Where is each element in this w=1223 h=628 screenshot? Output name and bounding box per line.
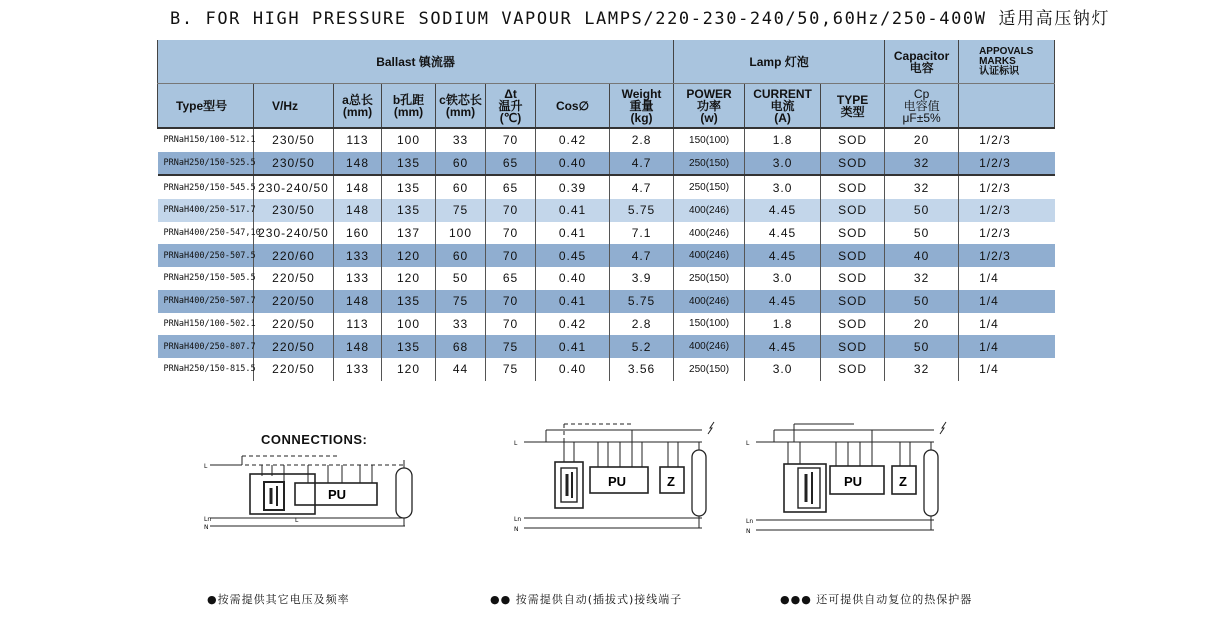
table-row <box>158 222 1055 245</box>
ballast-header: Ballast 镇流器 <box>158 40 674 84</box>
cell-approvals: 1/2/3 <box>959 175 1055 199</box>
cell-current: 1.8 <box>745 313 821 336</box>
cell-vhz: 220/60 <box>254 244 334 267</box>
ballast-box <box>555 462 583 508</box>
terminal-ln-label: Ln <box>204 516 212 523</box>
lamp-tube <box>396 468 412 518</box>
cell-cp: 50 <box>885 335 959 358</box>
cell-a: 113 <box>334 313 382 336</box>
cell-approvals: 1/2/3 <box>959 244 1055 267</box>
cell-dt: 65 <box>486 267 536 290</box>
cell-vhz: 230/50 <box>254 128 334 152</box>
pu-label: PU <box>844 474 863 489</box>
cell-b: 135 <box>382 335 436 358</box>
table-row <box>158 128 1055 152</box>
cell-lamp-type: SOD <box>821 290 885 313</box>
cell-cos: 0.41 <box>536 199 610 222</box>
cell-cp: 40 <box>885 244 959 267</box>
cell-cp: 50 <box>885 199 959 222</box>
cell-a: 160 <box>334 222 382 245</box>
cell-cp: 50 <box>885 222 959 245</box>
cell-cp: 20 <box>885 128 959 152</box>
coil-box <box>264 482 284 510</box>
note-2: ●● 按需提供自动(插拔式)接线端子 <box>490 593 683 606</box>
cell-current: 4.45 <box>745 244 821 267</box>
cell-lamp-type: SOD <box>821 152 885 176</box>
terminal-ln-label: Ln <box>514 516 522 523</box>
cell-a: 113 <box>334 128 382 152</box>
table-row <box>158 267 1055 290</box>
pu-label: PU <box>328 487 347 502</box>
lamp-tube <box>692 450 706 516</box>
cell-type: PRNaH400/250-507.5 <box>158 244 254 267</box>
cell-vhz: 230-240/50 <box>254 222 334 245</box>
cell-dt: 65 <box>486 152 536 176</box>
connections-title: CONNECTIONS: <box>261 432 368 447</box>
approvals-header: APPOVALS MARKS 认证标识 <box>959 40 1055 84</box>
cell-vhz: 220/50 <box>254 313 334 336</box>
cell-lamp-type: SOD <box>821 335 885 358</box>
cell-a: 148 <box>334 175 382 199</box>
cell-lamp-type: SOD <box>821 222 885 245</box>
cell-a: 148 <box>334 199 382 222</box>
cell-lamp-type: SOD <box>821 128 885 152</box>
cell-dt: 75 <box>486 335 536 358</box>
cell-cp: 32 <box>885 267 959 290</box>
spec-table <box>157 40 1055 381</box>
col-c: c铁芯长 (mm) <box>436 84 486 129</box>
cell-power: 400(246) <box>674 290 745 313</box>
cell-type: PRNaH250/150-545.5 <box>158 175 254 199</box>
col-approvals <box>959 84 1055 129</box>
cell-vhz: 220/50 <box>254 290 334 313</box>
cell-a: 133 <box>334 267 382 290</box>
connection-diagram-1 <box>200 446 430 556</box>
cell-approvals: 1/4 <box>959 290 1055 313</box>
cell-lamp-type: SOD <box>821 244 885 267</box>
cell-power: 150(100) <box>674 128 745 152</box>
cell-a: 148 <box>334 152 382 176</box>
cell-weight: 5.75 <box>610 199 674 222</box>
cell-power: 400(246) <box>674 199 745 222</box>
cell-approvals: 1/2/3 <box>979 133 1011 148</box>
table-row <box>158 175 1055 199</box>
cell-b: 100 <box>382 313 436 336</box>
page-title: B. FOR HIGH PRESSURE SODIUM VAPOUR LAMPS/220-230-240/50,60Hz/250-400W 适用高压钠灯 <box>170 9 1111 29</box>
cell-current: 3.0 <box>745 267 821 290</box>
cell-dt: 65 <box>486 175 536 199</box>
cell-vhz: 230/50 <box>254 152 334 176</box>
cell-c: 44 <box>436 358 486 381</box>
table-row <box>158 290 1055 313</box>
cell-lamp-type: SOD <box>821 199 885 222</box>
table-row <box>158 358 1055 381</box>
cell-current: 4.45 <box>745 335 821 358</box>
cell-b: 100 <box>382 128 436 152</box>
terminal-l-label: L <box>746 440 750 447</box>
cell-dt: 70 <box>486 128 536 152</box>
table-row <box>158 152 1055 176</box>
cell-a: 133 <box>334 244 382 267</box>
cell-c: 60 <box>436 244 486 267</box>
cell-c: 68 <box>436 335 486 358</box>
cell-cos: 0.40 <box>536 358 610 381</box>
col-dt: Δt 温升 (℃) <box>486 84 536 129</box>
cell-c: 60 <box>436 152 486 176</box>
cell-cos: 0.41 <box>536 222 610 245</box>
cell-type: PRNaH400/250-517.7 <box>158 199 254 222</box>
connection-diagram-2 <box>512 420 717 540</box>
cell-weight: 3.9 <box>610 267 674 290</box>
note-1: ●按需提供其它电压及频率 <box>207 593 350 606</box>
terminal-l-label: L <box>295 517 299 524</box>
cell-approvals: 1/4 <box>979 271 999 286</box>
cell-a: 148 <box>334 335 382 358</box>
terminal-n-label: N <box>746 528 751 535</box>
cell-dt: 70 <box>486 244 536 267</box>
cell-current: 4.45 <box>745 222 821 245</box>
cell-cos: 0.39 <box>536 175 610 199</box>
cell-current: 3.0 <box>745 175 821 199</box>
terminal-n-label: N <box>204 524 209 531</box>
cell-c: 50 <box>436 267 486 290</box>
cell-weight: 5.75 <box>610 290 674 313</box>
cell-weight: 3.56 <box>610 358 674 381</box>
coil-box <box>561 468 577 502</box>
cell-lamp-type: SOD <box>821 358 885 381</box>
cell-dt: 70 <box>486 290 536 313</box>
cell-vhz: 220/50 <box>254 358 334 381</box>
cell-cp: 32 <box>885 152 959 176</box>
cell-c: 33 <box>436 313 486 336</box>
cell-vhz: 220/50 <box>254 335 334 358</box>
terminal-ln-label: Ln <box>746 518 754 525</box>
cell-dt: 70 <box>486 313 536 336</box>
cell-weight: 2.8 <box>610 313 674 336</box>
col-power: POWER 功率 (w) <box>674 84 745 129</box>
cell-type: PRNaH250/150-525.5 <box>158 152 254 176</box>
cell-b: 135 <box>382 175 436 199</box>
col-a: a总长 (mm) <box>334 84 382 129</box>
cell-a: 148 <box>334 290 382 313</box>
cell-cp: 50 <box>885 290 959 313</box>
table-body <box>158 128 1055 381</box>
cell-vhz: 220/50 <box>254 267 334 290</box>
cell-type: PRNaH250/150-505.5 <box>158 267 254 290</box>
z-label: Z <box>667 474 675 489</box>
col-cos: Cos∅ <box>536 84 610 129</box>
cell-type: PRNaH150/100-512.1 <box>158 128 254 152</box>
cell-cp: 20 <box>885 313 959 336</box>
cell-current: 3.0 <box>745 152 821 176</box>
cell-type: PRNaH150/100-502.1 <box>158 313 254 336</box>
cell-lamp-type: SOD <box>821 313 885 336</box>
cell-b: 135 <box>382 152 436 176</box>
cell-a: 133 <box>334 358 382 381</box>
cell-current: 4.45 <box>745 199 821 222</box>
cell-power: 400(246) <box>674 222 745 245</box>
cell-c: 60 <box>436 175 486 199</box>
cell-lamp-type: SOD <box>821 267 885 290</box>
cell-vhz: 230/50 <box>254 199 334 222</box>
cell-vhz: 230-240/50 <box>254 175 334 199</box>
lamp-header: Lamp 灯泡 <box>674 40 885 84</box>
table-row <box>158 244 1055 267</box>
note-3: ●●● 还可提供自动复位的热保护器 <box>780 593 973 606</box>
lamp-tube <box>924 450 938 516</box>
cell-type: PRNaH400/250-507.7 <box>158 290 254 313</box>
cell-weight: 2.8 <box>610 128 674 152</box>
cell-approvals: 1/2/3 <box>959 199 1055 222</box>
cell-approvals: 1/2/3 <box>979 226 1011 241</box>
z-label: Z <box>899 474 907 489</box>
cell-power: 400(246) <box>674 335 745 358</box>
cell-type: PRNaH400/250-547,10 <box>158 222 254 245</box>
cell-weight: 5.2 <box>610 335 674 358</box>
table-row <box>158 335 1055 358</box>
col-vhz: V/Hz <box>254 84 334 129</box>
cell-power: 250(150) <box>674 175 745 199</box>
cell-lamp-type: SOD <box>821 175 885 199</box>
cell-approvals: 1/4 <box>979 316 999 331</box>
terminal-n-label: N <box>514 526 519 533</box>
col-cp: Cp 电容值 μF±5% <box>885 84 959 129</box>
cell-b: 135 <box>382 290 436 313</box>
cell-cos: 0.41 <box>536 335 610 358</box>
cell-approvals: 1/4 <box>979 362 999 377</box>
cell-approvals: 1/2/3 <box>959 152 1055 176</box>
cell-c: 33 <box>436 128 486 152</box>
coil-box <box>798 468 820 508</box>
cell-c: 100 <box>436 222 486 245</box>
cell-power: 250(150) <box>674 358 745 381</box>
cell-weight: 7.1 <box>610 222 674 245</box>
pu-label: PU <box>608 474 627 489</box>
cell-cos: 0.41 <box>536 290 610 313</box>
ballast-box <box>250 474 315 514</box>
cell-power: 150(100) <box>674 313 745 336</box>
col-current: CURRENT 电流 (A) <box>745 84 821 129</box>
col-type: Type型号 <box>158 84 254 129</box>
cell-weight: 4.7 <box>610 175 674 199</box>
cell-current: 3.0 <box>745 358 821 381</box>
cell-cos: 0.42 <box>536 313 610 336</box>
cell-dt: 70 <box>486 222 536 245</box>
cell-b: 120 <box>382 358 436 381</box>
cell-b: 137 <box>382 222 436 245</box>
cell-power: 250(150) <box>674 152 745 176</box>
cell-c: 75 <box>436 199 486 222</box>
cell-b: 120 <box>382 267 436 290</box>
col-weight: Weight 重量 (kg) <box>610 84 674 129</box>
terminal-l-label: L <box>514 440 518 447</box>
col-b: b孔距 (mm) <box>382 84 436 129</box>
cell-cos: 0.45 <box>536 244 610 267</box>
cell-cp: 32 <box>885 358 959 381</box>
cell-power: 250(150) <box>674 267 745 290</box>
cell-cos: 0.40 <box>536 267 610 290</box>
cell-cos: 0.42 <box>536 128 610 152</box>
cell-c: 75 <box>436 290 486 313</box>
cell-b: 135 <box>382 199 436 222</box>
col-lamp-type: TYPE 类型 <box>821 84 885 129</box>
connection-diagram-3 <box>744 420 949 540</box>
cell-weight: 4.7 <box>610 152 674 176</box>
cell-cp: 32 <box>885 175 959 199</box>
cell-type: PRNaH400/250-807.7 <box>158 335 254 358</box>
cell-weight: 4.7 <box>610 244 674 267</box>
cell-cos: 0.40 <box>536 152 610 176</box>
table-row <box>158 199 1055 222</box>
cell-type: PRNaH250/150-815.5 <box>158 358 254 381</box>
terminal-l-label: L <box>204 463 208 470</box>
cell-power: 400(246) <box>674 244 745 267</box>
capacitor-header: Capacitor 电容 <box>885 40 959 84</box>
cell-current: 4.45 <box>745 290 821 313</box>
cell-approvals: 1/4 <box>959 335 1055 358</box>
cell-current: 1.8 <box>745 128 821 152</box>
cell-dt: 75 <box>486 358 536 381</box>
cell-dt: 70 <box>486 199 536 222</box>
cell-b: 120 <box>382 244 436 267</box>
table-row <box>158 313 1055 336</box>
